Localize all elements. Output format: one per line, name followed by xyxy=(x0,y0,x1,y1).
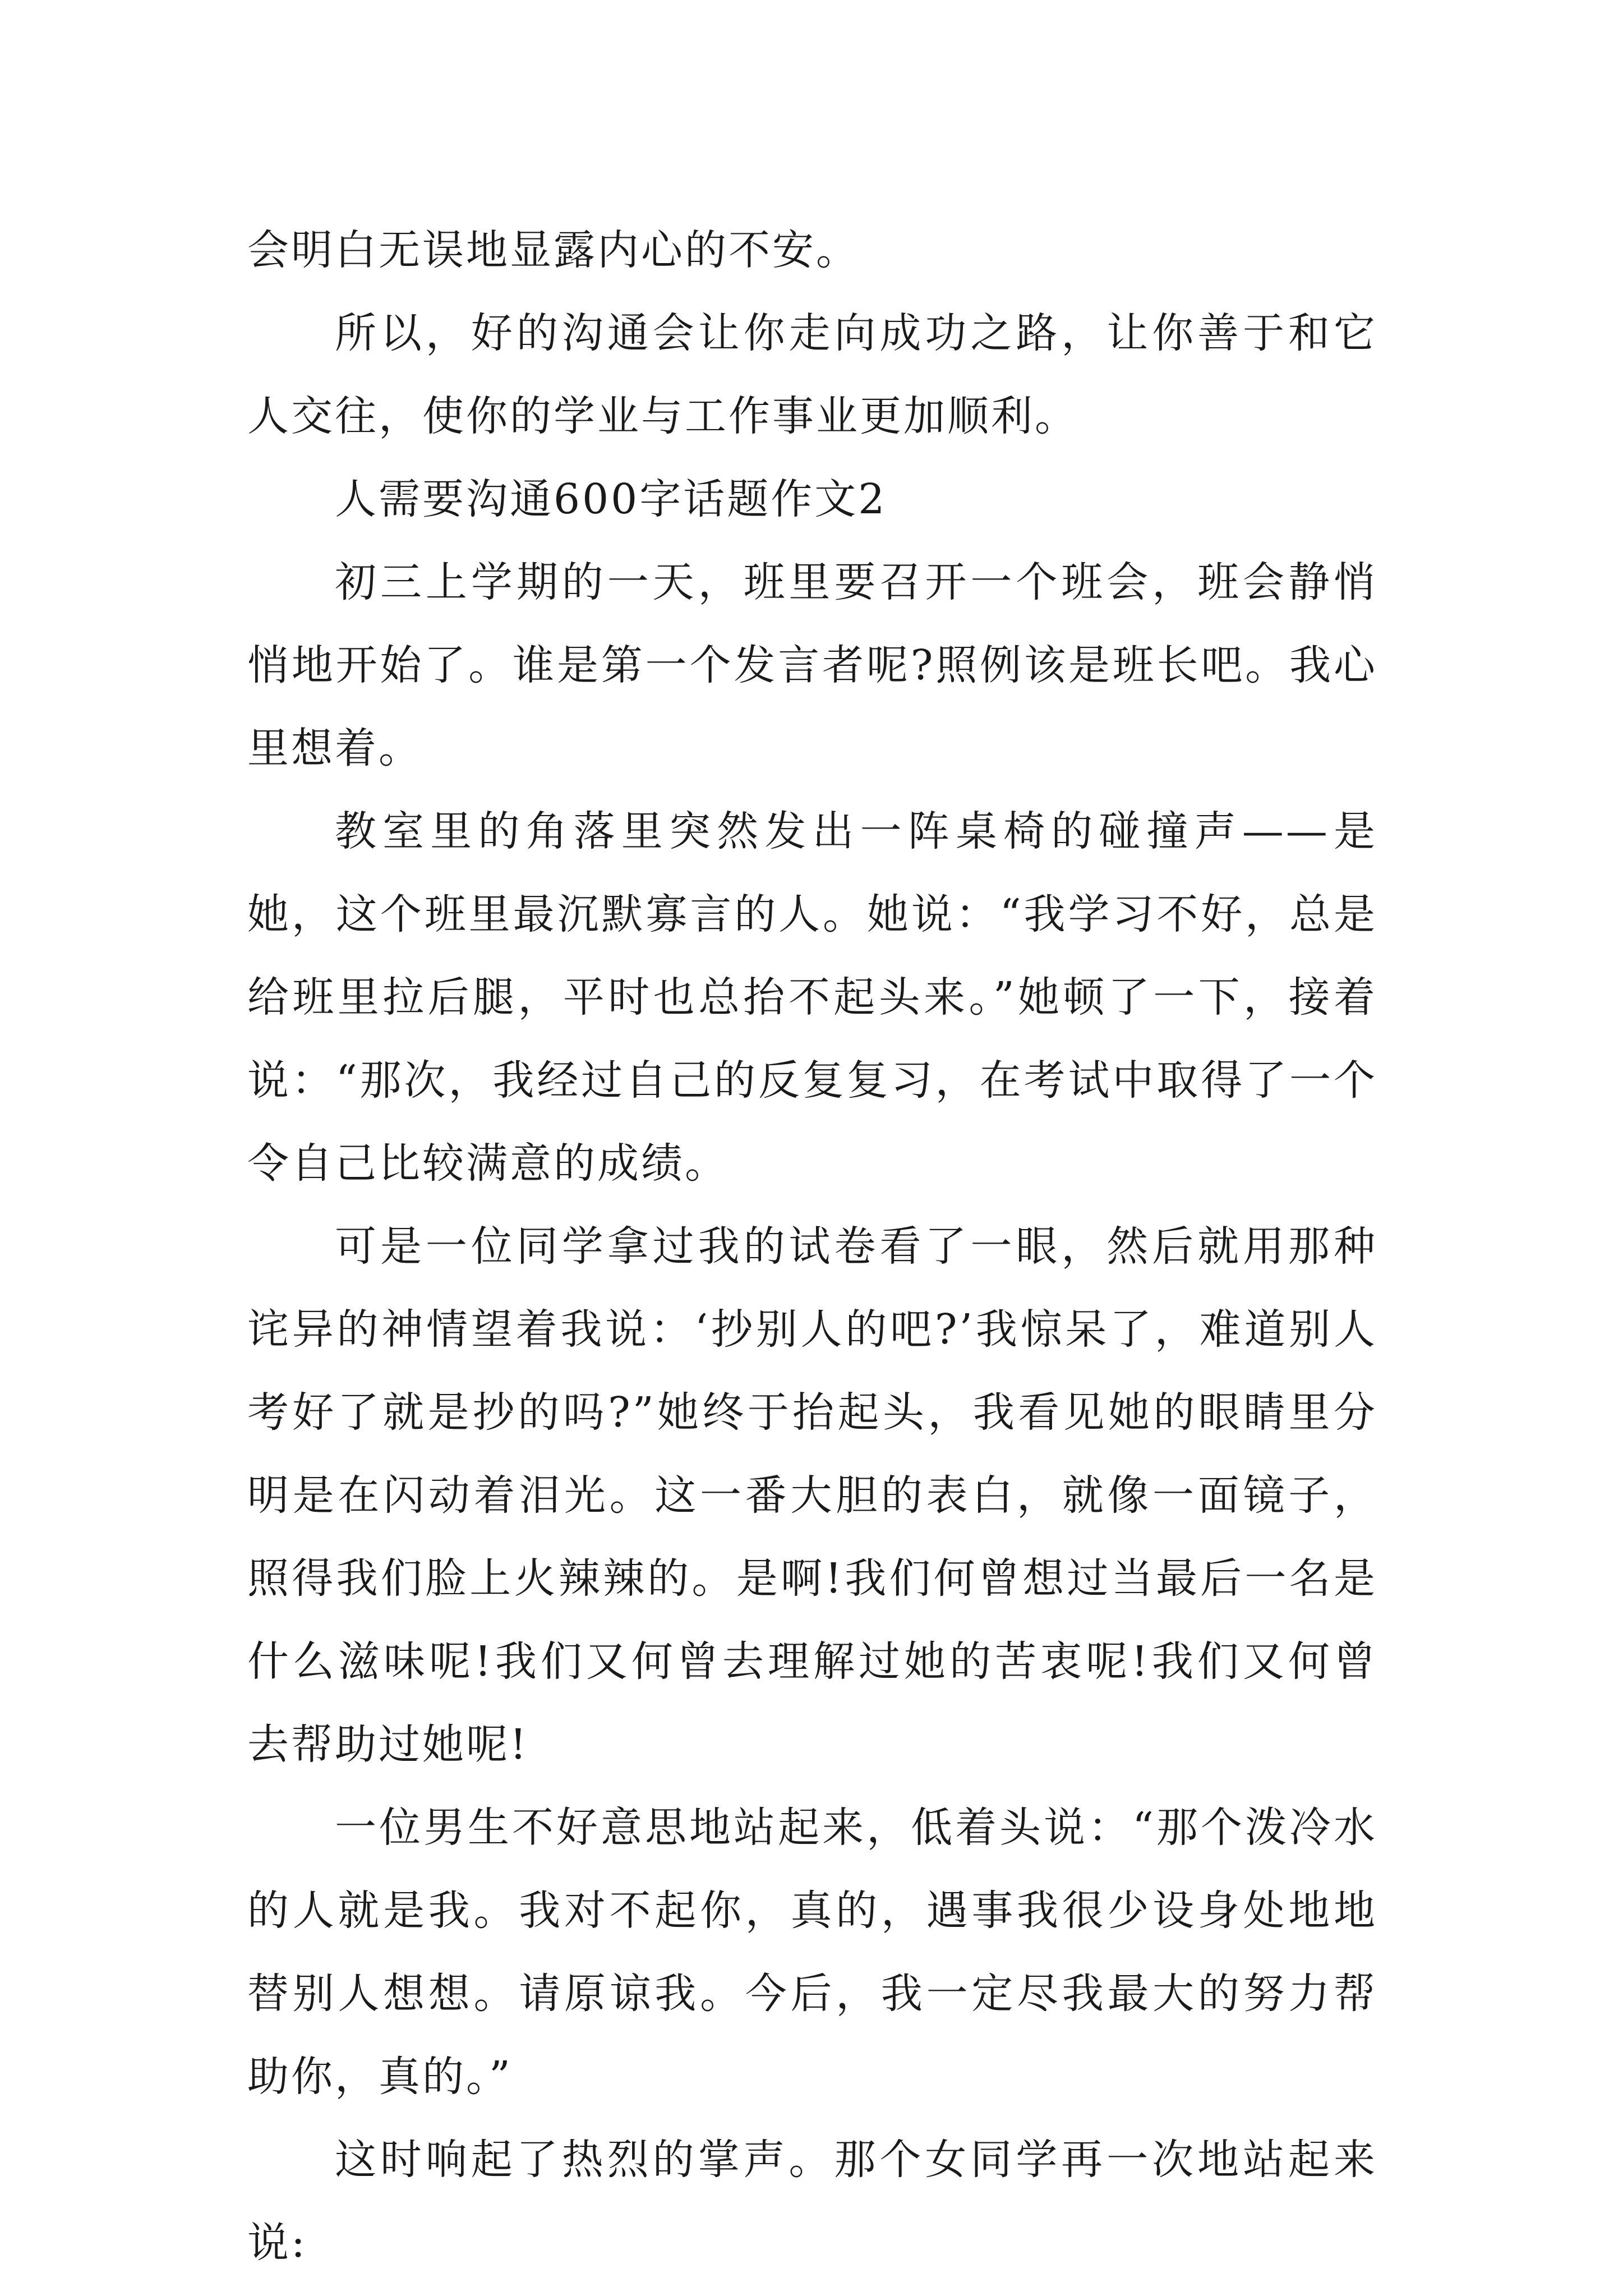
paragraph: 初三上学期的一天，班里要召开一个班会，班会静悄悄地开始了。谁是第一个发言者呢?照例该是班长吧。我心里想着。 xyxy=(247,558,1377,772)
section-heading: 人需要沟通600字话题作文2 xyxy=(335,475,887,523)
paragraph: 会明白无误地显露内心的不安。 xyxy=(247,226,860,274)
paragraph: 教室里的角落里突然发出一阵桌椅的碰撞声——是她，这个班里最沉默寡言的人。她说：“我学习不好，总是给班里拉后腿，平时也总抬不起头来。”她顿了一下，接着说：“那次，我经过自己的反复复习，在考试中取得了一个令自己比较满意的成绩。 xyxy=(247,807,1377,1188)
paragraph: 所以，好的沟通会让你走向成功之路，让你善于和它人交往，使你的学业与工作事业更加顺利。 xyxy=(247,309,1377,440)
paragraph: 一位男生不好意思地站起来，低着头说：“那个泼冷水的人就是我。我对不起你，真的，遇事我很少设身处地地替别人想想。请原谅我。今后，我一定尽我最大的努力帮助你，真的。” xyxy=(247,1803,1377,2101)
paragraph: 可是一位同学拿过我的试卷看了一眼，然后就用那种诧异的神情望着我说：‘抄别人的吧?’我惊呆了，难道别人考好了就是抄的吗?”她终于抬起头，我看见她的眼睛里分明是在闪动着泪光。这一番大胆的表白，就像一面镜子，照得我们脸上火辣辣的。是啊!我们何曾想过当最后一名是什么滋味呢!我们又何曾去理解过她的苦衷呢!我们又何曾去帮助过她呢! xyxy=(247,1222,1377,1769)
paragraph: 这时响起了热烈的掌声。那个女同学再一次地站起来说: xyxy=(247,2136,1377,2267)
document-body xyxy=(247,209,1377,2284)
